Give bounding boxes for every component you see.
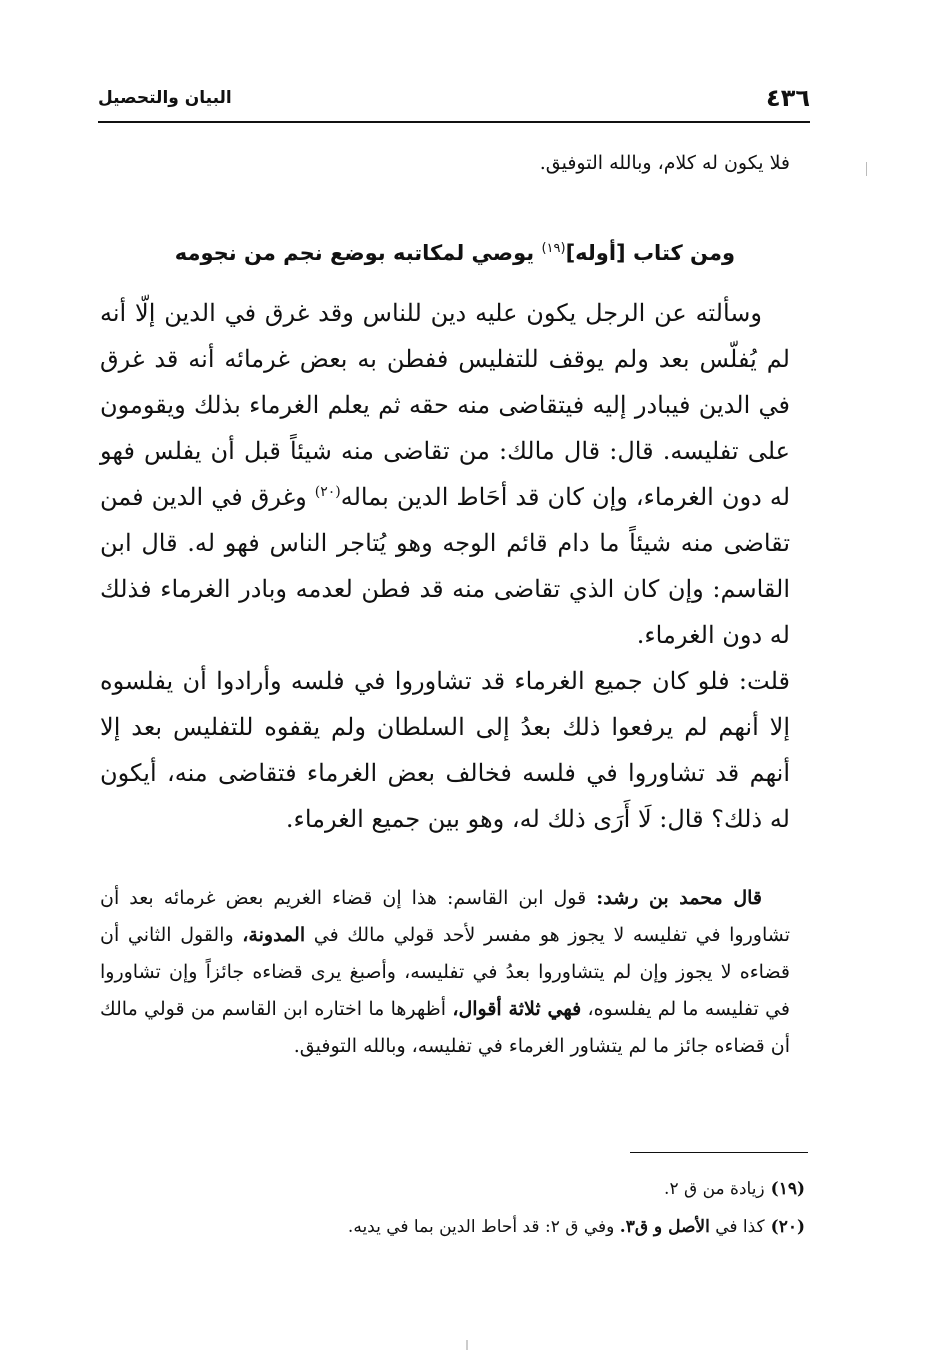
footnote-text-b: وفي ق ٢: قد أحاط الدين بما في يديه. bbox=[347, 1217, 620, 1237]
section-heading-rest: يوصي لمكاتبه بوضع نجم من نجومه bbox=[174, 241, 542, 265]
commentary-mudawwana: المدونة، bbox=[242, 924, 306, 946]
page-number: ٤٣٦ bbox=[766, 84, 810, 112]
commentary-part-3: أظهرها ما اختاره ابن القاسم من قولي مالك أن قضاءه جائز ما لم يتشاور الغرماء في تفليسه، وبالله التوفيق. bbox=[100, 998, 790, 1057]
book-title: البيان والتحصيل bbox=[98, 88, 232, 108]
commentary-part-1: قول ابن القاسم: هذا إن قضاء الغريم بعض غرمائه بعد أن تشاوروا في تفليسه لا يجوز هو مفسر لأحد قولي مالك في bbox=[100, 887, 790, 946]
bottom-mark bbox=[466, 1340, 468, 1350]
footnote-19 bbox=[100, 1170, 805, 1208]
section-heading bbox=[135, 232, 735, 270]
footnote-rule bbox=[630, 1152, 808, 1153]
main-paragraph-1-part-a: وسألته عن الرجل يكون عليه دين للناس وقد غرق في الدين إلّا أنه لم يُفلّس بعد ولم يوقف للتفليس ففطن به بعض غرمائه أنه قد غرق في الدين فيبادر إليه فيتقاضى منه حقه ثم يعلم الغرماء بذلك ويقومون على تفليسه. قال: قال مالك: من تقاضى منه شيئاً قبل أن يفلس فهو له دون الغرماء، وإن كان قد أحَاط الدين بماله bbox=[100, 299, 791, 511]
footnote-number: (٢٠) bbox=[770, 1217, 805, 1237]
footnote-20 bbox=[100, 1208, 805, 1246]
main-paragraph-1 bbox=[100, 290, 790, 658]
commentary-speaker: قال محمد بن رشد: bbox=[596, 887, 762, 909]
footnote-text: زيادة من ق ٢. bbox=[664, 1179, 765, 1199]
commentary-three-opinions: فهي ثلاثة أقوال، bbox=[452, 998, 582, 1020]
running-header bbox=[98, 84, 810, 120]
header-rule bbox=[98, 121, 810, 123]
footnotes bbox=[100, 1170, 805, 1246]
footnote-number: (١٩) bbox=[770, 1179, 805, 1199]
main-paragraph-2: قلت: فلو كان جميع الغرماء قد تشاوروا في فلسه وأرادوا أن يفلسوه إلا أنهم لم يرفعوا ذلك بعدُ إلى السلطان ولم يقفوه للتفليس بعد إلا أنهم قد تشاوروا في فلسه فخالف بعض الغرماء فتقاضى منه، أيكون له ذلك؟ قال: لَا أَرَى ذلك له، وهو بين جميع الغرماء. bbox=[100, 667, 790, 833]
section-heading-text: ومن كتاب [أوله] bbox=[565, 241, 735, 265]
opening-line: فلا يكون له كلام، وبالله التوفيق. bbox=[539, 152, 790, 174]
main-paragraph-1-part-b: وغرق في الدين فمن تقاضى منه شيئاً ما دام قائم الوجه وهو يُتاجر الناس فهو له. قال ابن القاسم: وإن كان الذي تقاضى منه قد فطن لعدمه وبادر الغرماء فذلك له دون الغرماء. bbox=[100, 483, 790, 649]
footnote-ref-19: (١٩) bbox=[541, 241, 566, 256]
main-text bbox=[100, 290, 790, 842]
margin-mark bbox=[866, 162, 867, 176]
footnote-ref-20: (٢٠) bbox=[314, 484, 341, 500]
commentary-paragraph bbox=[100, 880, 790, 1065]
commentary-part-2: والقول الثاني أن قضاءه لا يجوز وإن لم يتشاوروا بعدُ في تفليسه، وأصبغ يرى قضاءه جائزاً وإن تشاوروا في تفليسه ما لم يفلسوه، bbox=[100, 924, 790, 1020]
footnote-text-a: كذا في bbox=[709, 1217, 765, 1237]
footnote-text-bold: الأصل و ق٣. bbox=[619, 1217, 710, 1237]
